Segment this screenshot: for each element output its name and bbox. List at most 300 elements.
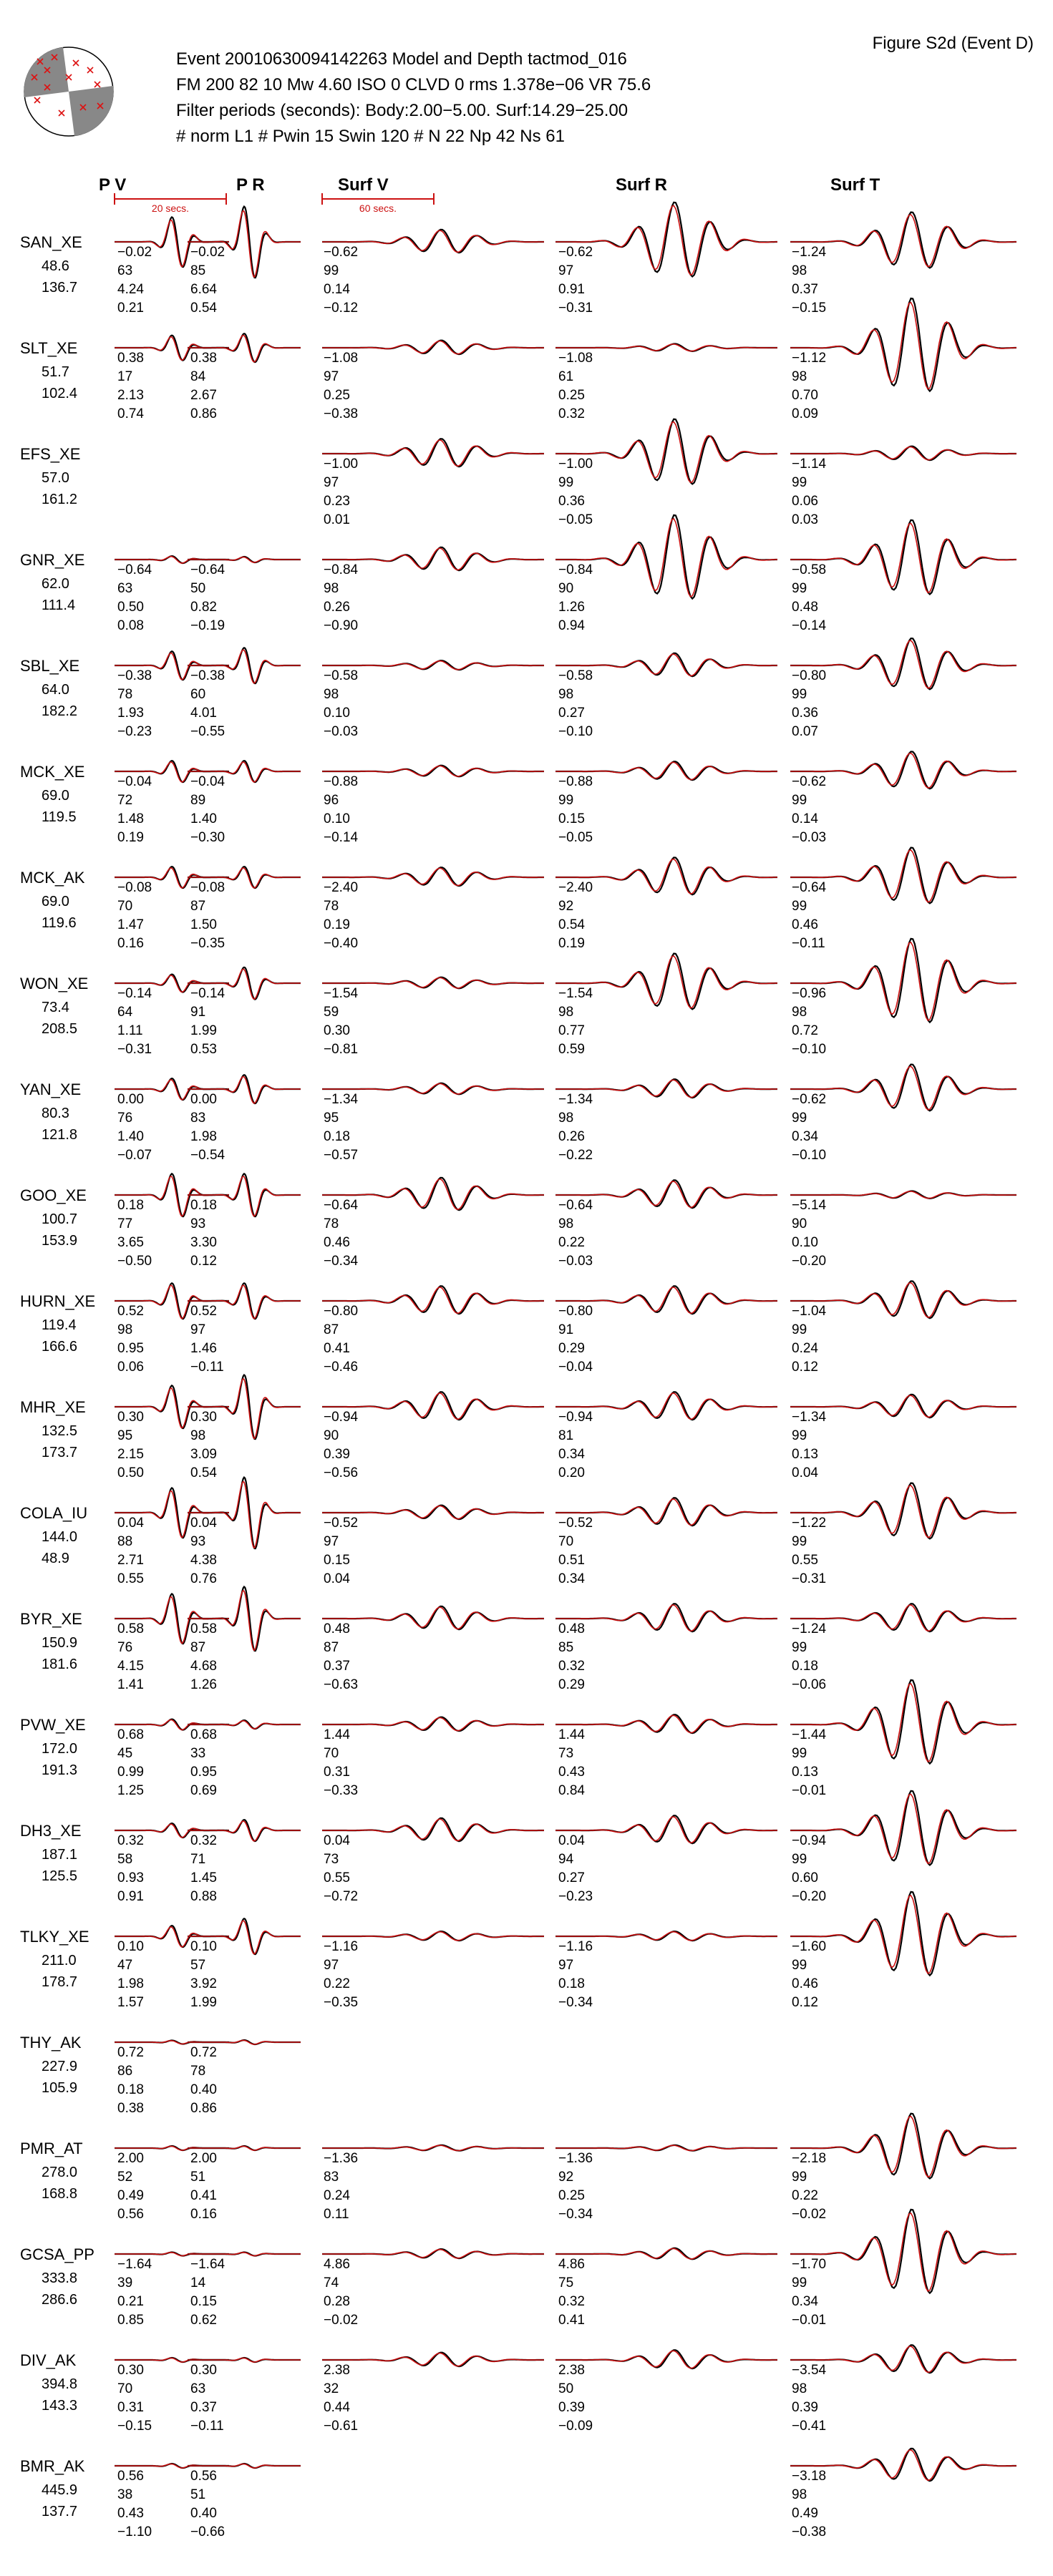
fit-value: 86 xyxy=(117,2064,133,2079)
fit-value: −0.52 xyxy=(324,1516,359,1531)
station-distance: 48.6 xyxy=(42,258,69,274)
station-name: SBL_XE xyxy=(20,657,80,675)
column-header-pr: P R xyxy=(236,175,265,195)
scale-bar-body-label: 20 secs. xyxy=(151,203,190,214)
synthetic-trace xyxy=(188,2464,301,2468)
fit-value: 0.40 xyxy=(190,2506,217,2521)
fit-value: 3.92 xyxy=(190,1976,217,1991)
station-row xyxy=(20,1791,1016,1904)
fit-value: 47 xyxy=(117,1958,133,1973)
fit-value: 58 xyxy=(117,1852,133,1867)
fit-value: 2.13 xyxy=(117,388,144,403)
fit-value: −0.11 xyxy=(190,1360,224,1375)
station-name: PMR_AT xyxy=(20,2140,83,2157)
station-row xyxy=(20,515,1016,633)
fit-value: 0.22 xyxy=(792,2188,818,2203)
fit-value: 4.38 xyxy=(190,1553,217,1568)
fit-value: 0.15 xyxy=(324,1553,350,1568)
station-distance: 119.4 xyxy=(42,1317,77,1333)
fit-value: −0.04 xyxy=(117,774,152,789)
fit-value: −0.88 xyxy=(324,774,359,789)
fit-value: 0.56 xyxy=(117,2207,144,2222)
fit-value: 0.00 xyxy=(190,1092,217,1107)
fit-value: 98 xyxy=(558,1216,574,1231)
fit-value: 98 xyxy=(792,1005,807,1020)
synthetic-trace xyxy=(188,2358,301,2362)
station-name: MHR_XE xyxy=(20,1398,86,1416)
fit-value: 0.41 xyxy=(190,2188,217,2203)
fit-value: −0.14 xyxy=(324,830,359,845)
fit-value: 78 xyxy=(117,687,133,702)
fit-value: 0.60 xyxy=(792,1870,818,1885)
fit-value: 0.04 xyxy=(190,1516,217,1531)
fit-value: 0.38 xyxy=(117,2101,144,2116)
fit-value: −0.63 xyxy=(324,1677,359,1692)
station-name: MCK_XE xyxy=(20,763,85,781)
station-distance: 57.0 xyxy=(42,470,69,486)
station-azimuth: 168.8 xyxy=(42,2186,78,2202)
fit-value: 0.72 xyxy=(792,1023,818,1038)
fit-value: −0.10 xyxy=(558,724,593,739)
fit-value: 1.99 xyxy=(190,1995,217,2010)
station-row xyxy=(20,1375,1016,1481)
fit-value: 97 xyxy=(558,263,574,278)
fit-value: −0.64 xyxy=(117,562,152,577)
fit-value: 0.54 xyxy=(558,917,585,932)
fit-value: −0.62 xyxy=(324,245,359,260)
fit-value: 93 xyxy=(190,1534,206,1549)
fit-value: 0.62 xyxy=(190,2313,217,2328)
fit-value: 98 xyxy=(792,369,807,384)
fit-value: −0.03 xyxy=(324,724,359,739)
station-azimuth: 173.7 xyxy=(42,1445,78,1460)
station-name: SAN_XE xyxy=(20,233,82,251)
scale-bar-body xyxy=(115,193,226,214)
fit-value: −0.23 xyxy=(558,1889,593,1904)
fit-value: −0.62 xyxy=(792,774,827,789)
fit-value: −1.24 xyxy=(792,1621,827,1636)
fit-value: 0.06 xyxy=(117,1360,144,1375)
fit-value: 0.54 xyxy=(190,301,217,316)
fit-value: 0.13 xyxy=(792,1765,818,1780)
fit-value: 0.28 xyxy=(324,2294,350,2309)
fit-value: −1.36 xyxy=(324,2151,359,2166)
fit-value: −0.64 xyxy=(324,1198,359,1213)
fit-value: 0.49 xyxy=(792,2506,818,2521)
fit-value: −0.23 xyxy=(117,724,152,739)
fit-value: 99 xyxy=(792,2275,807,2290)
station-name: SLT_XE xyxy=(20,339,78,357)
fit-value: 0.12 xyxy=(792,1995,818,2010)
station-name: MCK_AK xyxy=(20,869,85,887)
fit-value: −0.06 xyxy=(792,1677,827,1692)
fit-value: 99 xyxy=(792,581,807,596)
fit-value: 98 xyxy=(792,2381,807,2396)
fit-value: 0.36 xyxy=(792,706,818,721)
fit-value: 0.26 xyxy=(324,600,350,615)
fit-value: −0.11 xyxy=(792,936,825,951)
fit-value: 0.38 xyxy=(190,351,217,366)
fit-value: 0.15 xyxy=(558,811,585,826)
fit-value: 0.91 xyxy=(117,1889,144,1904)
fit-value: 0.86 xyxy=(190,2101,217,2116)
fit-value: −0.01 xyxy=(792,2313,827,2328)
fit-value: 1.98 xyxy=(190,1129,217,1144)
scale-bar-surface-label: 60 secs. xyxy=(359,203,397,214)
fit-value: 76 xyxy=(117,1111,133,1126)
fit-value: 0.58 xyxy=(190,1621,217,1636)
fit-value: 1.41 xyxy=(117,1677,144,1692)
fit-value: −0.03 xyxy=(792,830,827,845)
fit-value: −0.88 xyxy=(558,774,593,789)
fit-value: 73 xyxy=(558,1746,574,1761)
station-row xyxy=(20,638,1016,739)
fit-value: 73 xyxy=(324,1852,339,1867)
fit-value: 98 xyxy=(558,687,574,702)
fit-value: −0.02 xyxy=(117,245,152,260)
fit-value: 33 xyxy=(190,1746,206,1761)
fit-value: 0.32 xyxy=(558,406,585,421)
station-name: GNR_XE xyxy=(20,551,85,569)
fit-value: 1.11 xyxy=(117,1023,143,1038)
station-row xyxy=(20,1174,1016,1269)
fit-value: −1.08 xyxy=(324,351,359,366)
fit-value: 0.21 xyxy=(117,301,144,316)
fit-value: 0.30 xyxy=(324,1023,350,1038)
header-line-3: Filter periods (seconds): Body:2.00−5.00. Surf:14.29−25.00 xyxy=(176,101,629,120)
fit-value: 99 xyxy=(792,1428,807,1443)
station-name: DIV_AK xyxy=(20,2351,77,2369)
fit-value: 1.44 xyxy=(324,1727,350,1742)
fit-value: 98 xyxy=(190,1428,206,1443)
fit-value: 97 xyxy=(324,369,339,384)
fit-value: 2.00 xyxy=(117,2151,144,2166)
fit-value: 85 xyxy=(190,263,206,278)
fit-value: −0.19 xyxy=(190,618,225,633)
fit-value: −3.54 xyxy=(792,2363,827,2378)
fit-value: 94 xyxy=(558,1852,574,1867)
fit-value: −0.56 xyxy=(324,1465,359,1480)
station-row xyxy=(20,1680,1016,1798)
fit-value: 83 xyxy=(190,1111,206,1126)
station-row xyxy=(20,2034,301,2116)
fit-value: 0.04 xyxy=(558,1833,585,1848)
fit-value: 0.94 xyxy=(558,618,585,633)
station-row xyxy=(20,1478,1016,1586)
fit-value: 0.99 xyxy=(117,1765,144,1780)
fit-value: 84 xyxy=(190,369,206,384)
station-name: COLA_IU xyxy=(20,1504,88,1522)
fit-value: 0.50 xyxy=(117,1465,144,1480)
station-row xyxy=(20,751,1016,845)
fit-value: −0.31 xyxy=(117,1042,152,1057)
station-azimuth: 111.4 xyxy=(42,597,76,613)
station-row xyxy=(20,298,1016,421)
synthetic-trace xyxy=(188,557,301,562)
fit-value: 51 xyxy=(190,2170,206,2185)
station-name: GOO_XE xyxy=(20,1186,87,1204)
fit-value: 0.30 xyxy=(190,1410,217,1425)
station-azimuth: 161.2 xyxy=(42,492,78,507)
fit-value: −0.90 xyxy=(324,618,359,633)
fit-value: −0.62 xyxy=(792,1092,827,1107)
fit-value: 0.93 xyxy=(117,1870,144,1885)
fit-value: 0.14 xyxy=(324,282,350,297)
fit-value: 97 xyxy=(190,1322,206,1337)
fit-value: −1.64 xyxy=(190,2257,225,2272)
station-row xyxy=(20,1281,1016,1375)
fit-value: 0.40 xyxy=(190,2082,217,2097)
fit-value: 45 xyxy=(117,1746,133,1761)
fit-value: 0.14 xyxy=(792,811,818,826)
fit-value: 0.48 xyxy=(324,1621,350,1636)
fit-value: −0.04 xyxy=(190,774,225,789)
fit-value: 76 xyxy=(117,1640,133,1655)
station-distance: 144.0 xyxy=(42,1529,78,1545)
fit-value: 99 xyxy=(792,1640,807,1655)
fit-value: 64 xyxy=(117,1005,133,1020)
fit-value: −0.05 xyxy=(558,512,593,527)
fit-value: 0.19 xyxy=(558,936,585,951)
fit-value: −1.12 xyxy=(792,351,827,366)
fit-value: 0.23 xyxy=(324,494,350,509)
fit-value: 0.86 xyxy=(190,406,217,421)
fit-value: 0.22 xyxy=(558,1235,585,1250)
station-azimuth: 166.6 xyxy=(42,1339,78,1355)
fit-value: 99 xyxy=(792,2170,807,2185)
fit-value: 52 xyxy=(117,2170,133,2185)
fit-value: 0.11 xyxy=(324,2207,349,2222)
fit-value: 4.68 xyxy=(190,1659,217,1674)
fit-value: 0.49 xyxy=(117,2188,144,2203)
fit-value: 1.44 xyxy=(558,1727,585,1742)
fit-value: 78 xyxy=(324,1216,339,1231)
fit-value: 0.22 xyxy=(324,1976,350,1991)
fit-value: 99 xyxy=(792,1746,807,1761)
synthetic-trace xyxy=(188,2040,301,2044)
fit-value: 0.39 xyxy=(324,1447,350,1462)
fit-value: −0.94 xyxy=(558,1410,593,1425)
fit-value: 63 xyxy=(117,581,133,596)
station-row xyxy=(20,2449,1016,2540)
fit-value: 0.43 xyxy=(117,2506,144,2521)
fit-value: 70 xyxy=(117,899,133,914)
station-distance: 69.0 xyxy=(42,894,69,909)
fit-value: 77 xyxy=(117,1216,133,1231)
fit-value: 2.15 xyxy=(117,1447,144,1462)
fit-value: 0.39 xyxy=(558,2400,585,2415)
fit-value: 99 xyxy=(792,687,807,702)
fit-value: −1.70 xyxy=(792,2257,827,2272)
fit-value: −1.16 xyxy=(324,1939,359,1954)
fit-value: 98 xyxy=(792,2487,807,2502)
fit-value: 1.99 xyxy=(190,1023,217,1038)
fit-value: −2.40 xyxy=(324,880,359,895)
fit-value: −1.24 xyxy=(792,245,827,260)
fit-value: 0.27 xyxy=(558,1870,585,1885)
fit-value: −0.14 xyxy=(792,618,827,633)
fit-value: −0.38 xyxy=(117,668,152,683)
fit-value: −0.58 xyxy=(792,562,827,577)
fit-value: 99 xyxy=(792,1852,807,1867)
fit-value: 0.39 xyxy=(792,2400,818,2415)
fit-value: 0.48 xyxy=(792,600,818,615)
fit-value: 0.04 xyxy=(792,1465,818,1480)
column-header-sv: Surf V xyxy=(338,175,389,195)
fit-value: 0.58 xyxy=(117,1621,144,1636)
fit-value: 0.52 xyxy=(117,1304,144,1319)
fit-value: 0.69 xyxy=(190,1783,217,1798)
fit-value: 0.25 xyxy=(324,388,350,403)
fit-value: 4.86 xyxy=(558,2257,585,2272)
fit-value: 0.18 xyxy=(792,1659,818,1674)
fit-value: 0.00 xyxy=(117,1092,144,1107)
fit-value: 38 xyxy=(117,2487,133,2502)
fit-value: 87 xyxy=(324,1640,339,1655)
fit-value: 0.91 xyxy=(558,282,585,297)
fit-value: −0.08 xyxy=(190,880,225,895)
fit-value: −0.64 xyxy=(558,1198,593,1213)
fit-value: 0.41 xyxy=(558,2313,585,2328)
fit-value: −0.02 xyxy=(792,2207,827,2222)
fit-value: −0.61 xyxy=(324,2419,359,2434)
header-line-4: # norm L1 # Pwin 15 Swin 120 # N 22 Np 42 Ns 61 xyxy=(176,127,565,146)
fit-value: 87 xyxy=(190,1640,206,1655)
fit-value: 0.68 xyxy=(190,1727,217,1742)
fit-value: 98 xyxy=(324,581,339,596)
fit-value: 0.06 xyxy=(792,494,818,509)
fit-value: 0.04 xyxy=(117,1516,144,1531)
station-distance: 150.9 xyxy=(42,1635,78,1651)
fit-value: 1.26 xyxy=(190,1677,217,1692)
header-line-2: FM 200 82 10 Mw 4.60 ISO 0 CLVD 0 rms 1.378e−06 VR 75.6 xyxy=(176,75,651,94)
fit-value: 1.50 xyxy=(190,917,217,932)
fit-value: −0.09 xyxy=(558,2419,593,2434)
fit-value: −1.54 xyxy=(324,986,359,1001)
fit-value: 0.27 xyxy=(558,706,585,721)
station-distance: 100.7 xyxy=(42,1211,78,1227)
station-azimuth: 208.5 xyxy=(42,1021,78,1037)
fit-value: 0.43 xyxy=(558,1765,585,1780)
fit-value: 0.46 xyxy=(792,1976,818,1991)
station-distance: 211.0 xyxy=(42,1953,77,1968)
fit-value: 91 xyxy=(558,1322,574,1337)
fit-value: 97 xyxy=(324,1958,339,1973)
fit-value: 1.57 xyxy=(117,1995,144,2010)
fit-value: 0.18 xyxy=(117,2082,144,2097)
fit-value: 99 xyxy=(792,1111,807,1126)
fit-value: 0.12 xyxy=(792,1360,818,1375)
figure-label: Figure S2d (Event D) xyxy=(872,34,1034,53)
fit-value: 0.32 xyxy=(117,1833,144,1848)
fit-value: 81 xyxy=(558,1428,574,1443)
fit-value: 0.32 xyxy=(190,1833,217,1848)
fit-value: 1.26 xyxy=(558,600,585,615)
fit-value: 75 xyxy=(558,2275,574,2290)
fit-value: 95 xyxy=(117,1428,133,1443)
fit-value: −0.02 xyxy=(324,2313,359,2328)
fit-value: 0.10 xyxy=(190,1939,217,1954)
fit-value: −0.08 xyxy=(117,880,152,895)
fit-value: 4.24 xyxy=(117,282,144,297)
fit-value: −0.04 xyxy=(558,1360,593,1375)
station-distance: 64.0 xyxy=(42,682,69,698)
fit-value: 4.15 xyxy=(117,1659,144,1674)
fit-value: 0.30 xyxy=(117,2363,144,2378)
fit-value: 0.10 xyxy=(324,706,350,721)
station-distance: 172.0 xyxy=(42,1741,78,1757)
fit-value: 0.76 xyxy=(190,1571,217,1586)
fit-value: −0.14 xyxy=(117,986,152,1001)
fit-value: −5.14 xyxy=(792,1198,827,1213)
fit-value: −3.18 xyxy=(792,2469,827,2484)
fit-value: −0.64 xyxy=(792,880,827,895)
station-row xyxy=(20,1587,1016,1693)
station-azimuth: 137.7 xyxy=(42,2504,78,2519)
synthetic-trace xyxy=(322,1819,544,1840)
fit-value: −0.41 xyxy=(792,2419,827,2434)
fit-value: −0.38 xyxy=(190,668,225,683)
fit-value: 0.95 xyxy=(190,1765,217,1780)
fit-value: −1.34 xyxy=(792,1410,827,1425)
fit-value: 59 xyxy=(324,1005,339,1020)
fit-value: −0.94 xyxy=(324,1410,359,1425)
fit-value: −0.01 xyxy=(792,1783,827,1798)
fit-value: −0.07 xyxy=(117,1148,152,1163)
fit-value: 90 xyxy=(324,1428,339,1443)
fit-value: −0.72 xyxy=(324,1889,359,1904)
station-row xyxy=(20,203,1016,316)
fit-value: 0.59 xyxy=(558,1042,585,1057)
fit-value: −0.80 xyxy=(792,668,827,683)
station-azimuth: 121.8 xyxy=(42,1127,78,1143)
fit-value: −1.64 xyxy=(117,2257,152,2272)
fit-value: −0.84 xyxy=(558,562,593,577)
station-name: EFS_XE xyxy=(20,445,81,463)
fit-value: 57 xyxy=(190,1958,206,1973)
fit-value: 1.93 xyxy=(117,706,144,721)
fit-value: 0.10 xyxy=(117,1939,144,1954)
fit-value: 70 xyxy=(324,1746,339,1761)
fit-value: −0.15 xyxy=(117,2419,152,2434)
station-name: THY_AK xyxy=(20,2034,82,2051)
column-header-pv: P V xyxy=(99,175,127,195)
fit-value: −1.14 xyxy=(792,457,827,472)
station-azimuth: 143.3 xyxy=(42,2398,78,2414)
fit-value: −0.58 xyxy=(324,668,359,683)
station-azimuth: 119.5 xyxy=(42,809,77,825)
fit-value: 87 xyxy=(324,1322,339,1337)
fit-value: 0.21 xyxy=(117,2294,144,2309)
fit-value: 0.46 xyxy=(324,1235,350,1250)
fit-value: −2.40 xyxy=(558,880,593,895)
fit-value: 1.45 xyxy=(190,1870,217,1885)
fit-value: 4.01 xyxy=(190,706,217,721)
station-azimuth: 191.3 xyxy=(42,1762,78,1778)
header-line-1: Event 20010630094142263 Model and Depth tactmod_016 xyxy=(176,49,627,69)
fit-value: 0.18 xyxy=(558,1976,585,1991)
fit-value: −0.14 xyxy=(190,986,225,1001)
fit-value: −0.52 xyxy=(558,1516,593,1531)
fit-value: −1.08 xyxy=(558,351,593,366)
fit-value: 0.48 xyxy=(558,1621,585,1636)
fit-value: −0.80 xyxy=(558,1304,593,1319)
fit-value: 99 xyxy=(792,475,807,490)
fit-value: 0.18 xyxy=(324,1129,350,1144)
fit-value: 0.04 xyxy=(324,1571,350,1586)
column-header-st: Surf T xyxy=(830,175,880,195)
fit-value: 99 xyxy=(558,793,574,808)
